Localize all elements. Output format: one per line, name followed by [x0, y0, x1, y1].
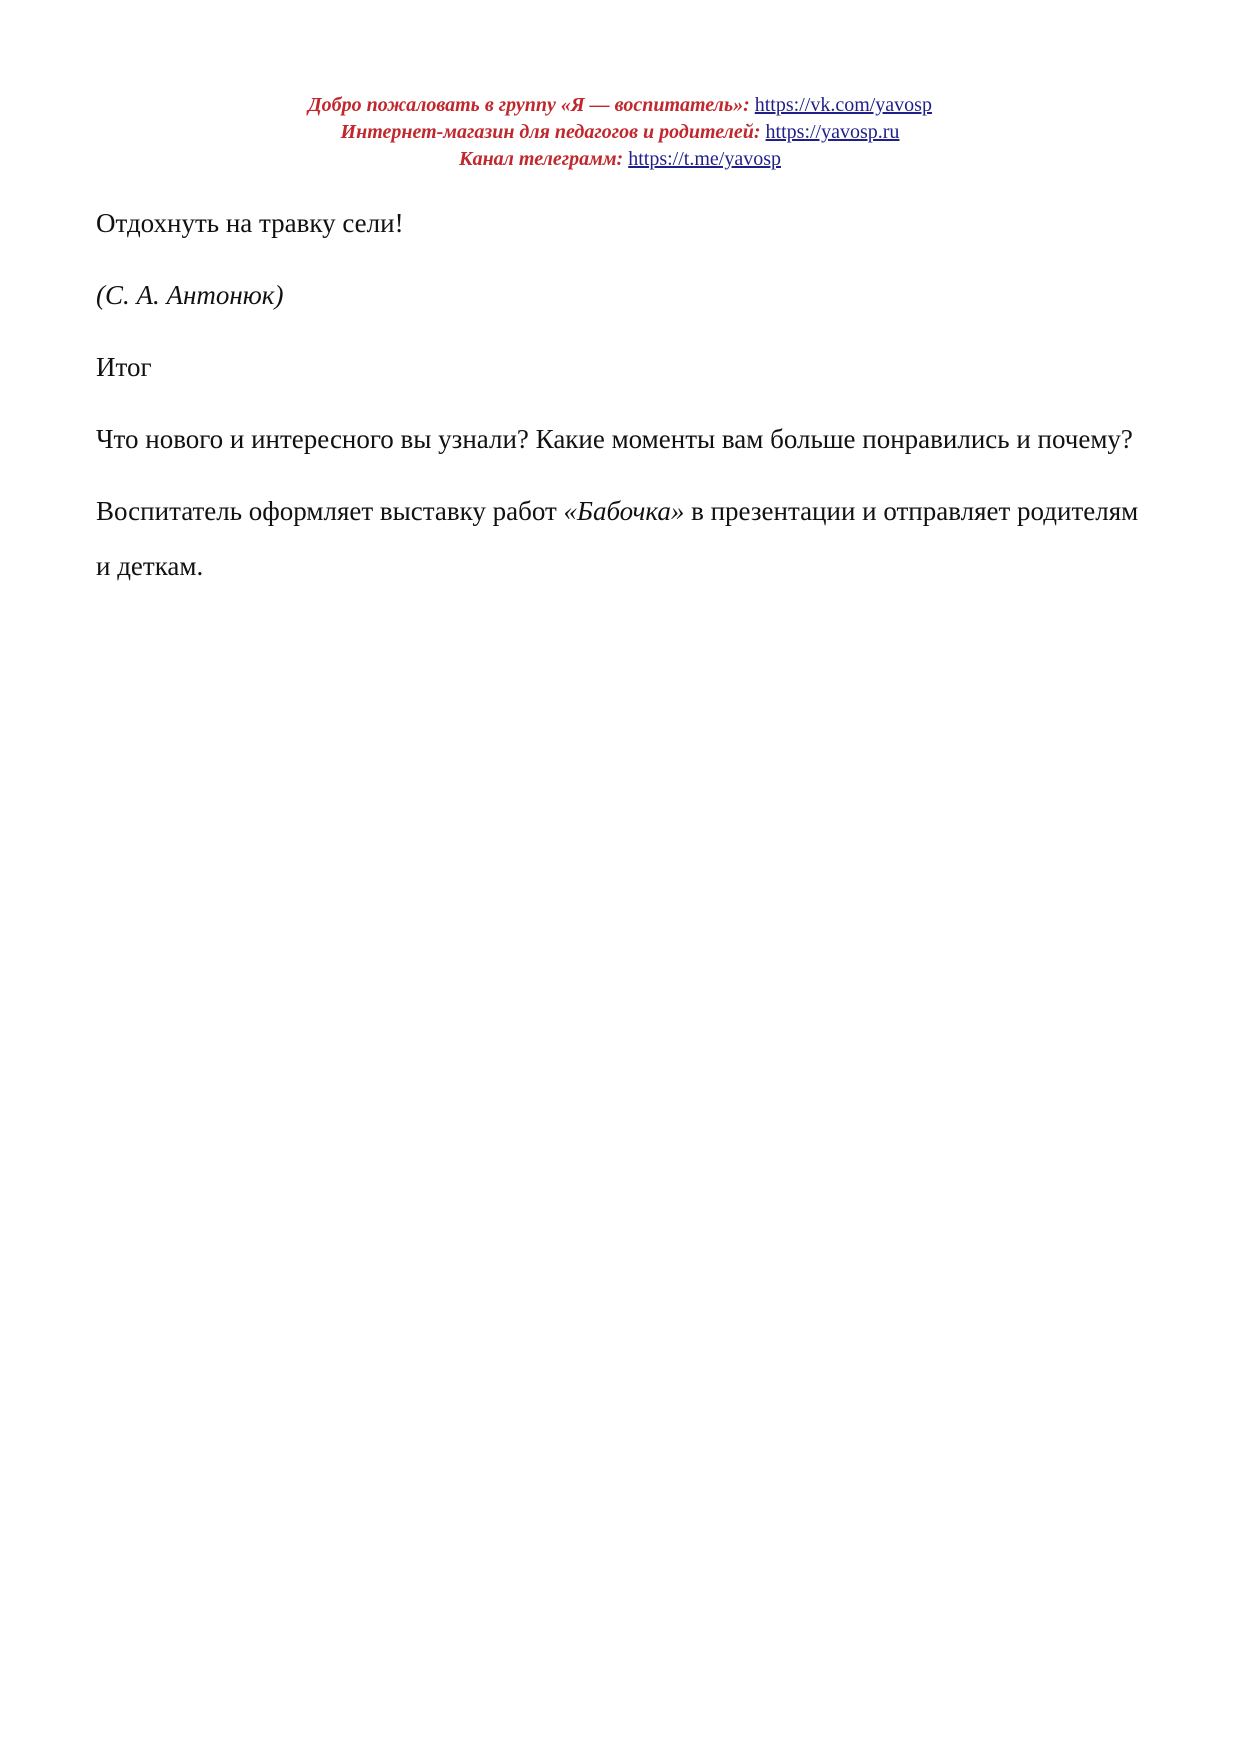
document-body [96, 196, 1156, 594]
summary-note [96, 484, 1156, 594]
summary-note-end: в презентации и отправляет родителям и деткам. [96, 496, 1139, 581]
artwork-title: «Бабочка» [563, 496, 685, 526]
promo-header [0, 92, 1240, 173]
header-line-vk [0, 92, 1240, 119]
header-line-shop [0, 119, 1240, 146]
poem-last-line: Отдохнуть на травку сели! [96, 208, 404, 238]
vk-group-promo: Добро пожаловать в группу «Я — воспитатель»: [308, 94, 750, 116]
header-line-telegram [0, 146, 1240, 173]
summary-question: Что нового и интересного вы узнали? Какие моменты вам больше понравились и почему? [96, 424, 1133, 454]
telegram-link[interactable]: https://t.me/yavosp [628, 148, 781, 170]
telegram-promo: Канал телеграмм: [459, 148, 624, 170]
shop-link[interactable]: https://yavosp.ru [765, 121, 900, 143]
shop-promo: Интернет-магазин для педагогов и родителей: [340, 121, 761, 143]
summary-note-start: Воспитатель оформляет выставку работ [96, 496, 564, 526]
section-heading-summary: Итог [96, 352, 152, 382]
poem-author: (С. А. Антонюк) [96, 280, 284, 310]
vk-group-link[interactable]: https://vk.com/yavosp [754, 94, 932, 116]
